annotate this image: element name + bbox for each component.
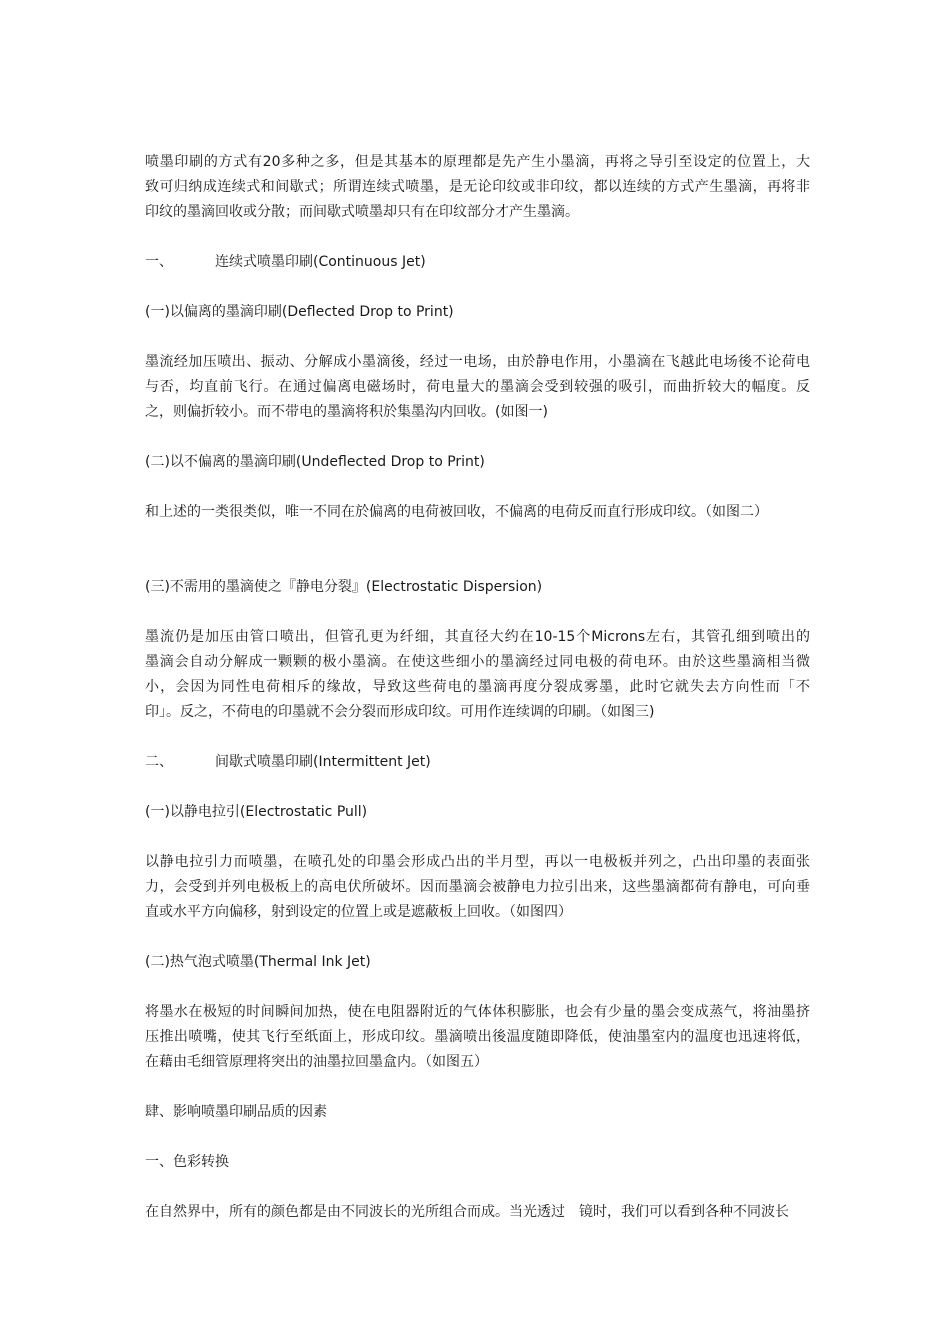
section-heading-continuous-jet — [145, 250, 810, 275]
text-line: 致可归纳成连续式和间歇式；所谓连续式喷墨，是无论印纹或非印纹，都以连续的方式产生墨滴，再将非 — [145, 179, 810, 195]
document-page — [145, 150, 810, 1225]
text-line: 印纹的墨滴回收或分散；而间歇式喷墨却只有在印纹部分才产生墨滴。 — [145, 204, 579, 220]
subsection-heading-thermal-ink-jet: (二)热气泡式喷墨(Thermal Ink Jet) — [145, 954, 371, 970]
text-line: 小，会因为同性电荷相斥的缘故，导致这些荷电的墨滴再度分裂成雾墨，此时它就失去方向性而「不 — [145, 679, 810, 695]
section-number: 二、 — [145, 754, 173, 770]
section-heading-color-conversion: 一、色彩转换 — [145, 1154, 229, 1170]
text-line: 与否，均直前飞行。在通过偏离电磁场时，荷电量大的墨滴会受到较强的吸引，而曲折较大的幅度。反 — [145, 379, 810, 395]
intro-paragraph — [145, 150, 810, 225]
electrostatic-dispersion-paragraph — [145, 625, 810, 725]
section-number: 一、 — [145, 254, 173, 270]
deflected-drop-paragraph — [145, 350, 810, 425]
text-line: 墨流仍是加压由管口喷出，但管孔更为纤细，其直径大约在10-15个Microns左右，其管孔细到喷出的 — [145, 629, 810, 645]
thermal-ink-jet-paragraph — [145, 1000, 810, 1075]
subsection-heading-deflected-drop: (一)以偏离的墨滴印刷(Deflected Drop to Print) — [145, 304, 454, 320]
text-line: 墨滴会自动分解成一颗颗的极小墨滴。在使这些细小的墨滴经过同电极的荷电环。由於这些墨滴相当微 — [145, 654, 810, 670]
text-line: 以静电拉引力而喷墨，在喷孔处的印墨会形成凸出的半月型，再以一电极板并列之，凸出印墨的表面张 — [145, 854, 810, 870]
text-line: 印」。反之，不荷电的印墨就不会分裂而形成印纹。可用作连续调的印刷。（如图三) — [145, 704, 655, 720]
undeflected-drop-paragraph: 和上述的一类很类似，唯一不同在於偏离的电荷被回收，不偏离的电荷反而直行形成印纹。（如图二） — [145, 504, 768, 520]
electrostatic-pull-paragraph — [145, 850, 810, 925]
text-line: 喷墨印刷的方式有20多种之多，但是其基本的原理都是先产生小墨滴，再将之导引至设定的位置上，大 — [145, 154, 810, 170]
text-line: 压推出喷嘴，使其飞行至纸面上，形成印纹。墨滴喷出後温度随即降低，使油墨室内的温度也迅速将低， — [145, 1029, 810, 1045]
text-line: 墨流经加压喷出、振动、分解成小墨滴後，经过一电场，由於静电作用，小墨滴在飞越此电场後不论荷电 — [145, 354, 810, 370]
section-title: 间歇式喷墨印刷(Intermittent Jet) — [215, 754, 431, 770]
text-line: 在藉由毛细管原理将突出的油墨拉回墨盒内。（如图五） — [145, 1054, 488, 1070]
text-line: 直或水平方向偏移，射到设定的位置上或是遮蔽板上回收。（如图四） — [145, 904, 572, 920]
section-title: 连续式喷墨印刷(Continuous Jet) — [215, 254, 426, 270]
text-line: 将墨水在极短的时间瞬间加热，使在电阻器附近的气体体积膨胀，也会有少量的墨会变成蒸气，将油墨挤 — [145, 1004, 810, 1020]
section-heading-quality-factors: 肆、影响喷墨印刷品质的因素 — [145, 1104, 327, 1120]
color-conversion-paragraph: 在自然界中，所有的颜色都是由不同波长的光所组合而成。当光透过 镜时，我们可以看到各种不同波长 — [145, 1204, 789, 1220]
section-heading-intermittent-jet — [145, 750, 810, 775]
subsection-heading-electrostatic-dispersion: (三)不需用的墨滴使之『静电分裂』(Electrostatic Dispersion) — [145, 579, 543, 595]
text-line: 力，会受到并列电极板上的高电伏所破坏。因而墨滴会被静电力拉引出来，这些墨滴都荷有静电，可向垂 — [145, 879, 810, 895]
subsection-heading-undeflected-drop: (二)以不偏离的墨滴印刷(Undeflected Drop to Print) — [145, 454, 485, 470]
subsection-heading-electrostatic-pull: (一)以静电拉引(Electrostatic Pull) — [145, 804, 368, 820]
text-line: 之，则偏折较小。而不带电的墨滴将积於集墨沟内回收。(如图一) — [145, 404, 548, 420]
